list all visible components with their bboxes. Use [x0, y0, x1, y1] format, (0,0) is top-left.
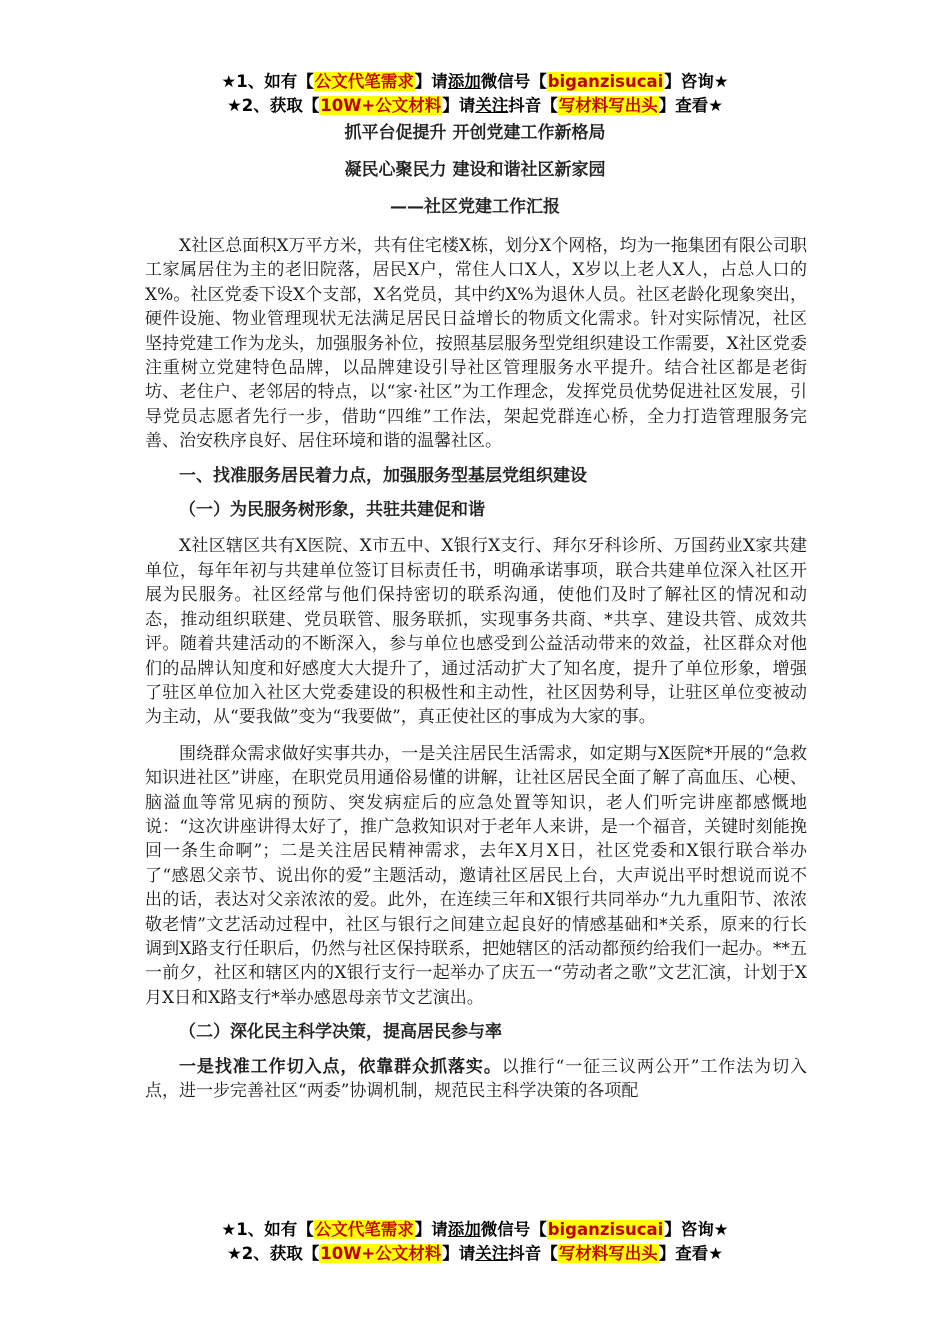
- document-subtitle: 凝民心聚民力 建设和谐社区新家园: [344, 160, 606, 180]
- paragraph-rest: 以推行“一征三议两公开”工作法为切入点，进一步完善社区“两委”协调机制，规范民主科学决策的各项配: [145, 1056, 808, 1101]
- banner-text: 抖音【: [508, 96, 558, 115]
- banner-underline: 关注: [475, 1244, 509, 1263]
- banner-text: 】请: [414, 72, 448, 91]
- banner-highlight: 10W+公文材料: [320, 96, 442, 115]
- promo-footer-line-1: [0, 1218, 950, 1242]
- banner-text: ★2、获取【: [226, 1244, 320, 1263]
- document-body: [145, 234, 807, 1103]
- paragraph-lead-bold: 一是找准工作切入点，依靠群众抓落实。: [179, 1056, 502, 1077]
- banner-text: 】请: [442, 96, 476, 115]
- banner-highlight: 写材料写出头: [558, 1244, 658, 1263]
- banner-highlight: biganzisucai: [547, 1220, 664, 1239]
- banner-underline: 添加: [447, 72, 481, 91]
- banner-underline: 添加: [447, 1220, 481, 1239]
- document-title: 抓平台促提升 开创党建工作新格局: [344, 123, 606, 143]
- banner-highlight: 公文代笔需求: [314, 72, 414, 91]
- banner-text: 】请: [414, 1220, 448, 1239]
- banner-highlight: 写材料写出头: [558, 96, 658, 115]
- banner-text: 抖音【: [508, 1244, 558, 1263]
- banner-text: ★2、获取【: [226, 96, 320, 115]
- banner-highlight: 10W+公文材料: [320, 1244, 442, 1263]
- subsection-heading-1: （一）为民服务树形象，共驻共建促和谐: [179, 500, 485, 521]
- banner-text: 微信号【: [480, 1220, 547, 1239]
- subsection-heading-2: （二）深化民主科学决策，提高居民参与率: [179, 1022, 502, 1043]
- promo-banner-line-2: [0, 94, 950, 118]
- banner-highlight: biganzisucai: [547, 72, 664, 91]
- banner-text: ★1、如有【: [221, 1220, 314, 1239]
- banner-text: 】查看★: [658, 1244, 724, 1263]
- paragraph-co-construction: X社区辖区共有X医院、X市五中、X银行X支行、拜尔牙科诊所、万国药业X家共建单位，每年年初与共建单位签订目标责任书，明确承诺事项，联合共建单位深入社区开展为民服务。社区经常与他们保持密切的联系沟通，使他们及时了解社区的情况和动态，推动组织联建、党员联管、服务联抓，实现事务共商、*共享、建设共管、成效共评。随着共建活动的不断深入，参与单位也感受到公益活动带来的效益，社区群众对他们的品牌认知度和好感度大大提升了，通过活动扩大了知名度，提升了单位形象，增强了驻区单位加入社区大党委建设的积极性和主动性，社区因势利导，让驻区单位变被动为主动，从“要我做”变为“我要做”，真正使社区的事成为大家的事。: [145, 536, 807, 728]
- paragraph-services: 围绕群众需求做好实事共办，一是关注居民生活需求，如定期与X医院*开展的“急救知识进社区”讲座，在职党员用通俗易懂的讲解，让社区居民全面了解了高血压、心梗、脑溢血等常见病的预防、突发病症后的应急处置等知识，老人们听完讲座都感慨地说：“这次讲座讲得太好了，推广急救知识对于老年人来讲，是一个福音，关键时刻能挽回一条生命啊”；二是关注居民精神需求，去年X月X日，社区党委和X银行联合举办了“感恩父亲节、说出你的爱”主题活动，邀请社区居民上台，大声说出平时想说而说不出的话，表达对父亲浓浓的爱。此外，在连续三年和X银行共同举办“九九重阳节、浓浓敬老情”文艺活动过程中，社区与银行之间建立起良好的情感基础和*关系，原来的行长调到X路支行任职后，仍然与社区保持联系，把她辖区的活动都预约给我们一起办。**五一前夕，社区和辖区内的X银行支行一起举办了庆五一“劳动者之歌”文艺汇演，计划于X月X日和X路支行*举办感恩母亲节文艺演出。: [145, 743, 807, 1008]
- banner-highlight: 公文代笔需求: [314, 1220, 414, 1239]
- banner-text: 】咨询★: [664, 72, 729, 91]
- banner-text: 】查看★: [658, 96, 724, 115]
- document-subheading: ——社区党建工作汇报: [390, 197, 560, 217]
- banner-text: 】咨询★: [664, 1220, 729, 1239]
- banner-text: ★1、如有【: [221, 72, 314, 91]
- banner-text: 】请: [442, 1244, 476, 1263]
- promo-footer-line-2: [0, 1242, 950, 1266]
- banner-text: 微信号【: [480, 72, 547, 91]
- promo-banner-line-1: [0, 70, 950, 94]
- paragraph-decision: [145, 1055, 807, 1104]
- paragraph-intro: X社区总面积X万平方米，共有住宅楼X栋，划分X个网格，均为一拖集团有限公司职工家属居住为主的老旧院落，居民X户，常住人口X人，X岁以上老人X人，占总人口的X%。社区党委下设X个支部，X名党员，其中约X%为退休人员。社区老龄化现象突出，硬件设施、物业管理现状无法满足居民日益增长的物质文化需求。针对实际情况，社区坚持党建工作为龙头，加强服务补位，按照基层服务型党组织建设工作需要，X社区党委注重树立党建特色品牌，以品牌建设引导社区管理服务水平提升。结合社区都是老街坊、老住户、老邻居的特点，以“家·社区”为工作理念，发挥党员优势促进社区发展，引导党员志愿者先行一步，借助“四维”工作法，架起党群连心桥，全力打造管理服务完善、治安秩序良好、居住环境和谐的温馨社区。: [145, 236, 807, 452]
- banner-underline: 关注: [475, 96, 509, 115]
- section-heading-1: 一、找准服务居民着力点，加强服务型基层党组织建设: [179, 465, 587, 486]
